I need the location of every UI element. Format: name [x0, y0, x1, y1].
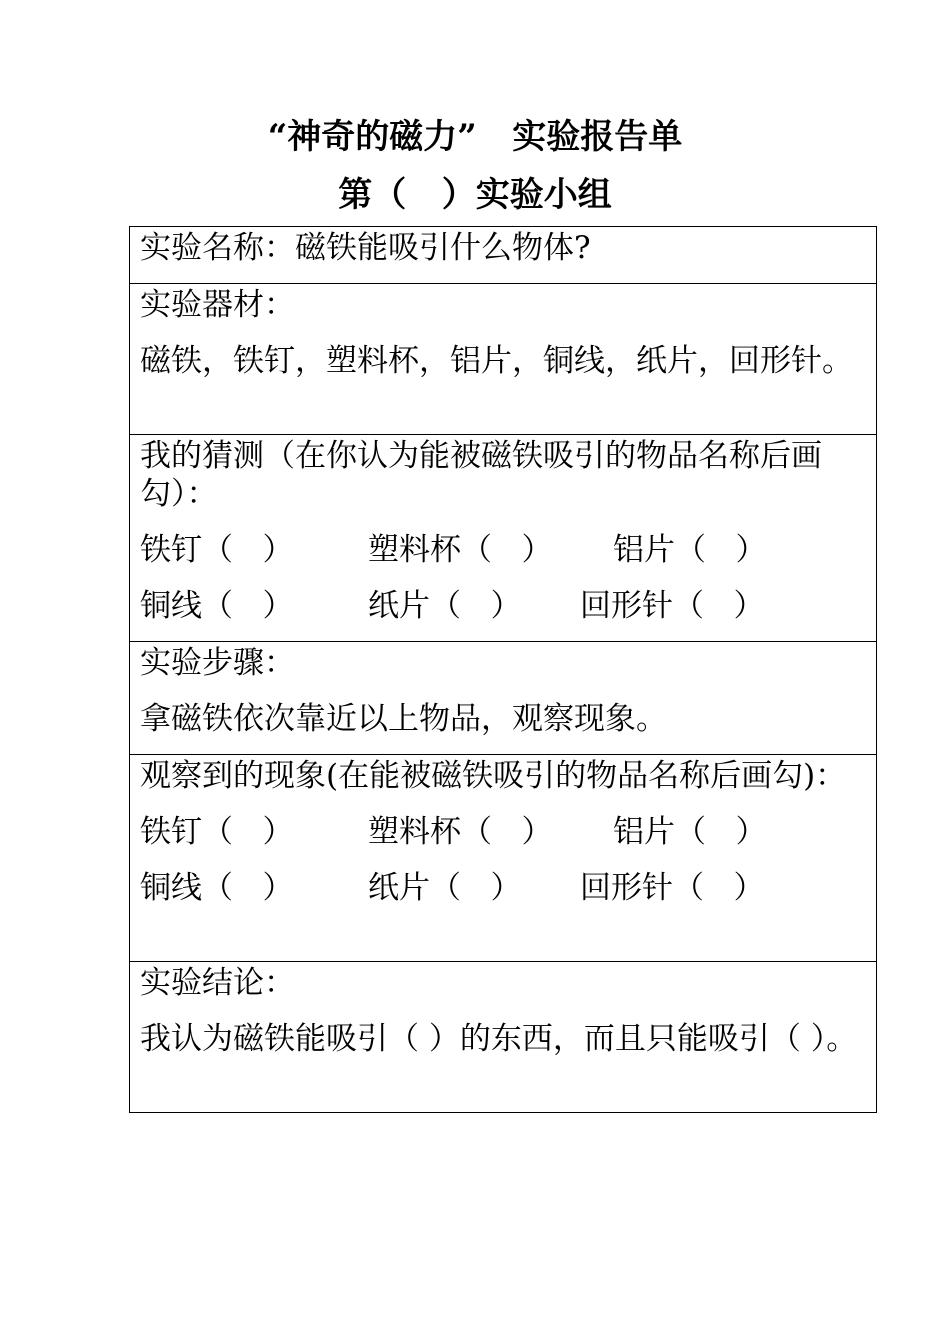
materials-label: 实验器材：: [140, 287, 295, 323]
group-line: 第（ ）实验小组: [338, 175, 612, 215]
guess-items-row-2: [140, 587, 866, 625]
guess-items-row-1: [140, 531, 866, 569]
section-experiment-name: [130, 227, 877, 284]
materials-text: 磁铁，铁钉，塑料杯，铝片，铜线，纸片，回形针。: [140, 343, 853, 379]
report-title: “神奇的磁力” 实验报告单: [267, 117, 683, 157]
observation-items-row-2: [140, 869, 866, 907]
guess-item-copper-wire: 铜线（ ）: [140, 588, 294, 624]
guess-item-aluminum-sheet: 铝片（ ）: [613, 532, 767, 568]
section-conclusion: [130, 962, 877, 1113]
observation-item-paper-clip: 回形针（ ）: [580, 870, 765, 906]
steps-label: 实验步骤：: [140, 645, 295, 681]
report-table: [129, 226, 877, 1113]
guess-label: 我的猜测（在你认为能被磁铁吸引的物品名称后画勾）：: [140, 438, 822, 512]
observation-items-row-1: [140, 813, 866, 851]
observation-item-plastic-cup: 塑料杯（ ）: [368, 814, 553, 850]
section-guess: [130, 435, 877, 642]
guess-item-paper-clip: 回形针（ ）: [580, 588, 765, 624]
conclusion-text: 我认为磁铁能吸引（ ）的东西，而且只能吸引（ ）。: [140, 1021, 858, 1057]
guess-item-iron-nail: 铁钉（ ）: [140, 532, 294, 568]
section-observation: [130, 755, 877, 962]
section-steps: [130, 642, 877, 755]
guess-item-paper: 纸片（ ）: [368, 588, 522, 624]
observation-item-paper: 纸片（ ）: [368, 870, 522, 906]
observation-label: 观察到的现象(在能被磁铁吸引的物品名称后画勾)：: [140, 758, 847, 794]
steps-text: 拿磁铁依次靠近以上物品，观察现象。: [140, 701, 667, 737]
observation-item-copper-wire: 铜线（ ）: [140, 870, 294, 906]
conclusion-label: 实验结论：: [140, 965, 295, 1001]
experiment-name: 实验名称：磁铁能吸引什么物体?: [140, 230, 591, 266]
section-materials: [130, 284, 877, 435]
observation-item-aluminum-sheet: 铝片（ ）: [613, 814, 767, 850]
observation-item-iron-nail: 铁钉（ ）: [140, 814, 294, 850]
guess-item-plastic-cup: 塑料杯（ ）: [368, 532, 553, 568]
